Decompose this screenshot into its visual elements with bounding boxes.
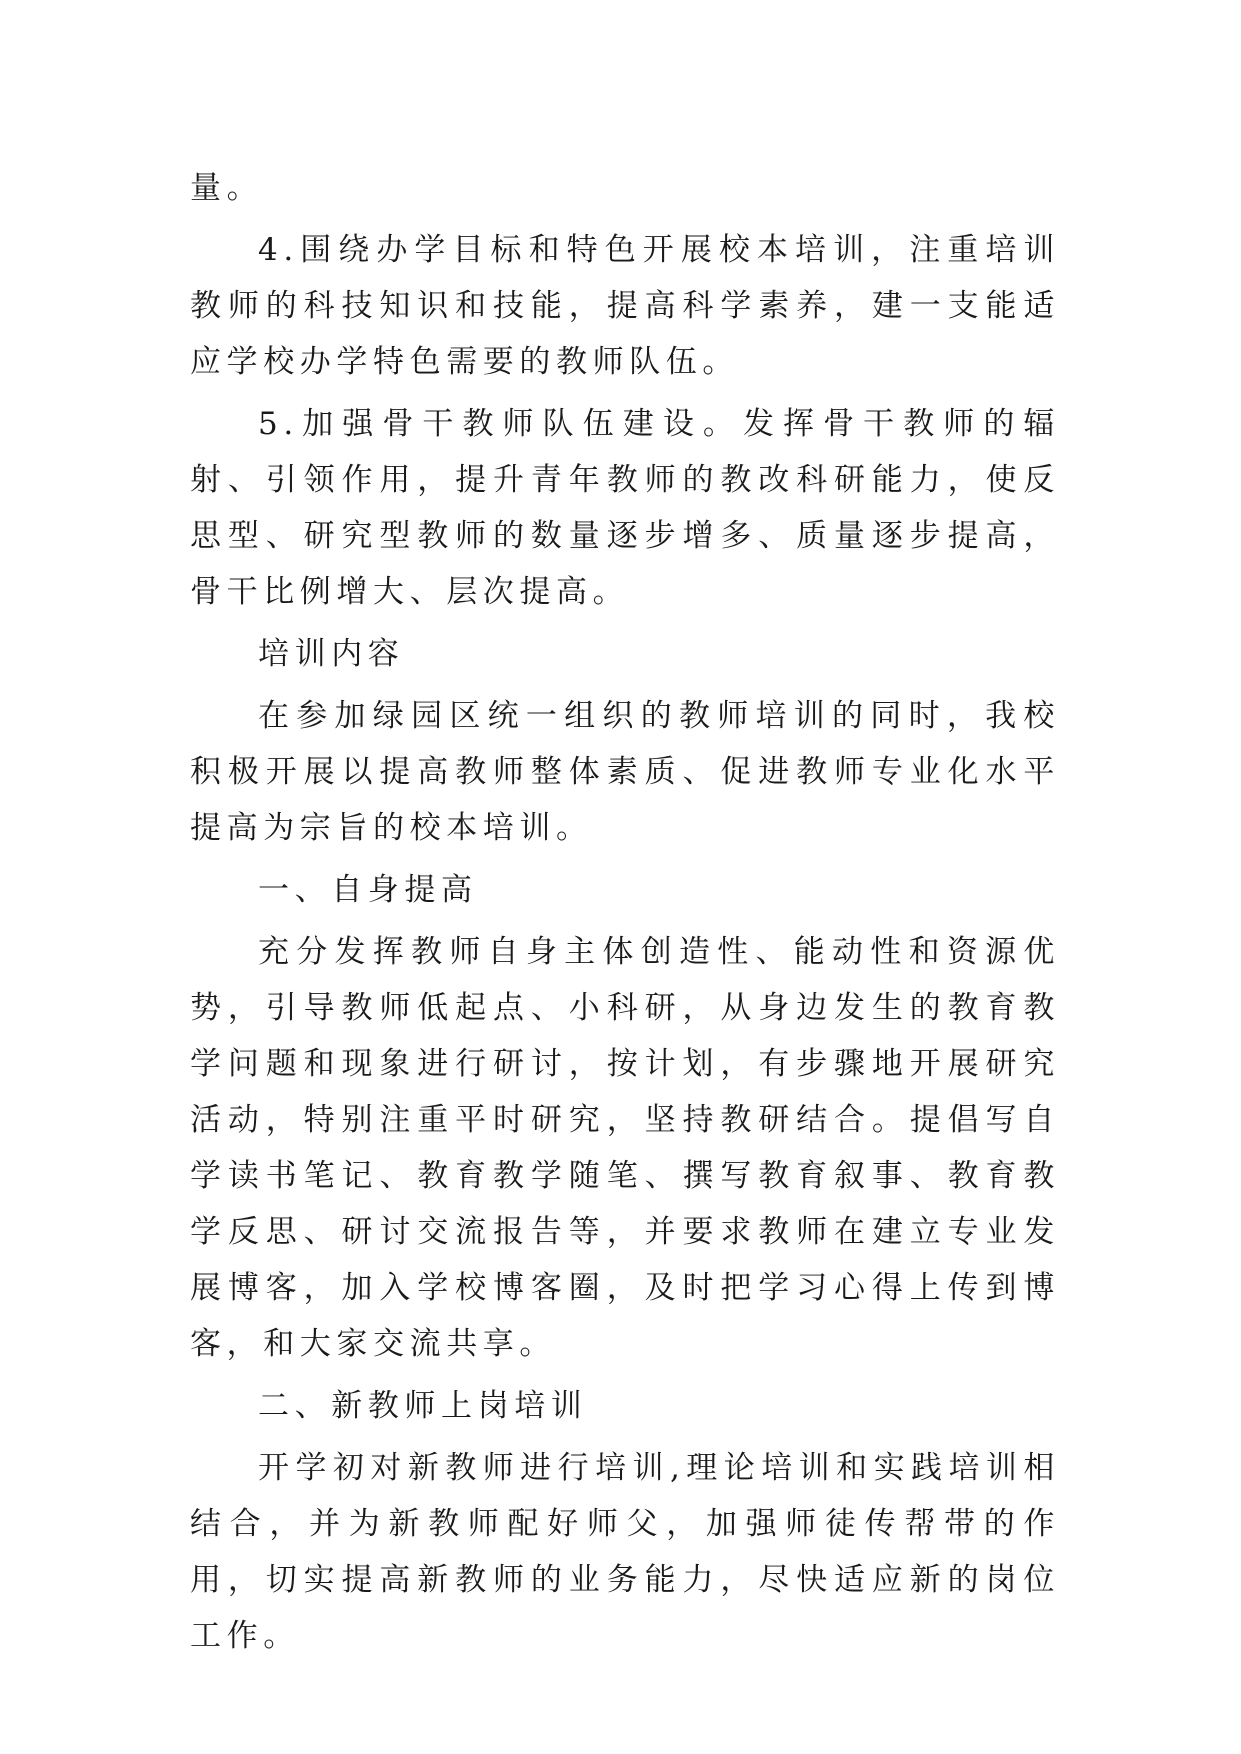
section-heading-training-content: 培训内容 bbox=[258, 636, 405, 672]
paragraph-new-teacher-training: 开学初对新教师进行培训,理论培训和实践培训相结合，并为新教师配好师父，加强师徒传帮带的作用，切实提高新教师的业务能力，尽快适应新的岗位工作。 bbox=[190, 1450, 1060, 1654]
section-heading-new-teacher-training: 二、新教师上岗培训 bbox=[258, 1388, 588, 1424]
paragraph-item-4: 4.围绕办学目标和特色开展校本培训，注重培训教师的科技知识和技能，提高科学素养，建一支能适应学校办学特色需要的教师队伍。 bbox=[190, 232, 1060, 380]
paragraph-self-improvement: 充分发挥教师自身主体创造性、能动性和资源优势，引导教师低起点、小科研，从身边发生的教育教学问题和现象进行研讨，按计划，有步骤地开展研究活动，特别注重平时研究，坚持教研结合。提倡写自学读书笔记、教育教学随笔、撰写教育叙事、教育教学反思、研讨交流报告等，并要求教师在建立专业发展博客，加入学校博客圈，及时把学习心得上传到博客，和大家交流共享。 bbox=[190, 934, 1060, 1362]
section-heading-self-improvement: 一、自身提高 bbox=[258, 872, 478, 908]
paragraph-item-5: 5.加强骨干教师队伍建设。发挥骨干教师的辐射、引领作用，提升青年教师的教改科研能力，使反思型、研究型教师的数量逐步增多、质量逐步提高，骨干比例增大、层次提高。 bbox=[190, 406, 1060, 610]
document-body bbox=[190, 160, 1060, 1670]
paragraph-training-intro: 在参加绿园区统一组织的教师培训的同时，我校积极开展以提高教师整体素质、促进教师专业化水平提高为宗旨的校本培训。 bbox=[190, 698, 1060, 846]
paragraph-continuation: 量。 bbox=[190, 170, 264, 206]
